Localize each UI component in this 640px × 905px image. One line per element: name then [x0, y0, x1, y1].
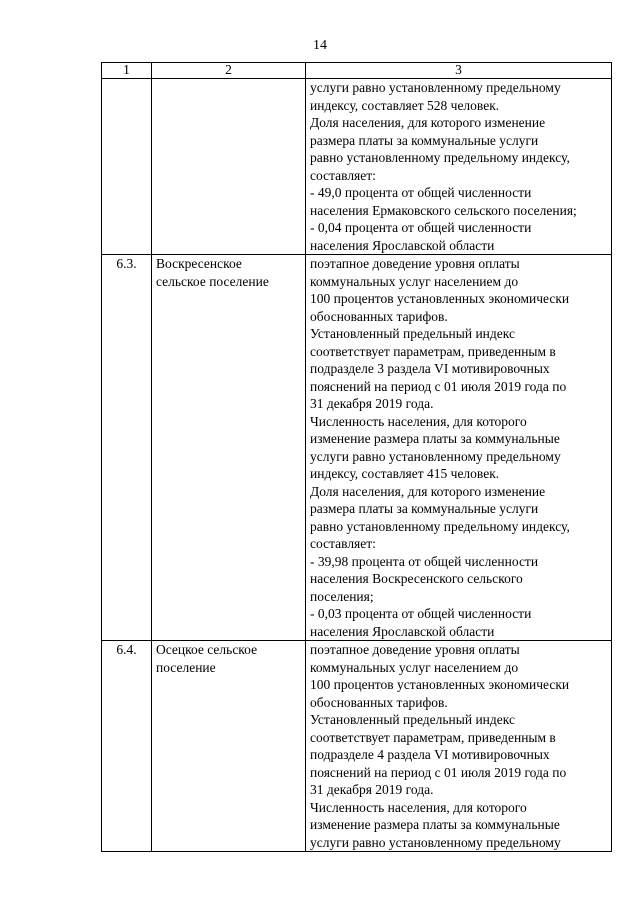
description-cell [306, 79, 612, 255]
text-line: составляет: [310, 167, 376, 183]
row-number-cell [102, 79, 152, 255]
row-number-cell: 6.3. [102, 255, 152, 641]
text-line: услуги равно установленному предельному [310, 80, 561, 95]
text-line: Установленный предельный индекс [310, 712, 515, 727]
text-line: пояснений на период с 01 июля 2019 года по [310, 378, 567, 394]
text-line: поэтапное доведение уровня оплаты [310, 642, 520, 657]
text-line: индексу, составляет 528 человек. [310, 97, 500, 113]
column-header: 2 [152, 63, 306, 79]
text-line: населения Ярославской области [310, 237, 495, 253]
text-line: размера платы за коммунальные услуги [310, 501, 539, 516]
settlement-name-line: Воскресенское [156, 256, 242, 271]
settlement-name-cell [152, 641, 306, 852]
settlement-name-line: Осецкое сельское [156, 642, 258, 657]
data-table [101, 62, 612, 852]
text-line: - 49,0 процента от общей численности [310, 185, 532, 200]
text-line: - 39,98 процента от общей численности [310, 553, 539, 569]
settlement-name-cell [152, 79, 306, 255]
table-header-row [102, 63, 612, 79]
text-line: услуги равно установленному предельному [310, 834, 561, 850]
description-cell [306, 255, 612, 641]
text-line: равно установленному предельному индексу, [310, 150, 570, 165]
text-line: изменение размера платы за коммунальные [310, 431, 560, 446]
text-line: размера платы за коммунальные услуги [310, 132, 539, 148]
text-line: Доля населения, для которого изменение [310, 483, 546, 499]
table-row [102, 79, 612, 255]
text-line: Доля населения, для которого изменение [310, 115, 546, 130]
text-line: коммунальных услуг населением до [310, 273, 519, 289]
text-line: услуги равно установленному предельному [310, 448, 561, 464]
table-row [102, 641, 612, 852]
text-line: индексу, составляет 415 человек. [310, 466, 500, 481]
text-line: Установленный предельный индекс [310, 326, 515, 341]
text-line: обоснованных тарифов. [310, 694, 448, 710]
text-line: поэтапное доведение уровня оплаты [310, 256, 520, 271]
text-line: населения Ярославской области [310, 623, 495, 639]
text-line: 31 декабря 2019 года. [310, 396, 434, 411]
text-line: обоснованных тарифов. [310, 308, 448, 324]
text-line: - 0,03 процента от общей численности [310, 606, 532, 621]
row-number-cell: 6.4. [102, 641, 152, 852]
settlement-name-line: сельское поселение [156, 273, 269, 289]
text-line: изменение размера платы за коммунальные [310, 817, 560, 832]
text-line: подразделе 3 раздела VI мотивировочных [310, 361, 550, 376]
text-line: - 0,04 процента от общей численности [310, 220, 532, 235]
text-line: Численность населения, для которого [310, 799, 527, 815]
description-cell [306, 641, 612, 852]
column-header: 1 [102, 63, 152, 79]
page-number: 14 [313, 38, 327, 53]
text-line: составляет: [310, 536, 376, 551]
text-line: соответствует параметрам, приведенным в [310, 729, 556, 745]
text-line: населения Воскресенского сельского [310, 571, 523, 586]
text-line: коммунальных услуг населением до [310, 659, 519, 675]
text-line: подразделе 4 раздела VI мотивировочных [310, 747, 550, 762]
text-line: поселения; [310, 588, 374, 604]
text-line: населения Ермаковского сельского поселения; [310, 202, 577, 218]
text-line: 31 декабря 2019 года. [310, 782, 434, 797]
text-line: 100 процентов установленных экономически [310, 291, 570, 306]
settlement-name-line: поселение [156, 659, 216, 675]
text-line: равно установленному предельному индексу, [310, 518, 570, 534]
column-header: 3 [306, 63, 612, 79]
text-line: 100 процентов установленных экономически [310, 677, 570, 692]
table-row [102, 255, 612, 641]
text-line: Численность населения, для которого [310, 413, 527, 429]
settlement-name-cell [152, 255, 306, 641]
text-line: пояснений на период с 01 июля 2019 года по [310, 764, 567, 780]
text-line: соответствует параметрам, приведенным в [310, 343, 556, 359]
